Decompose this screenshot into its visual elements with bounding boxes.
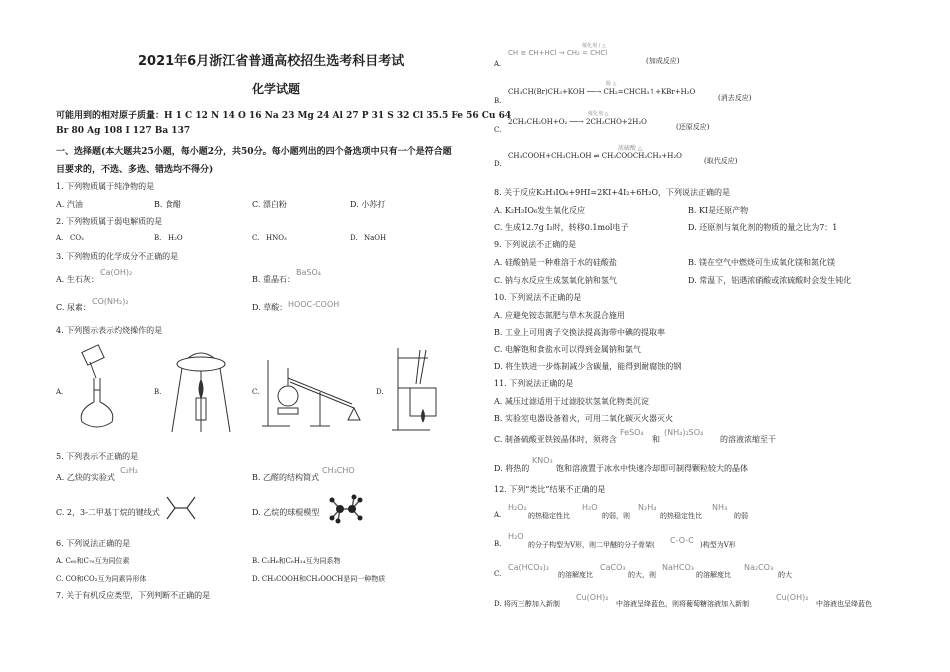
q12-option-a-text4: 的弱 [734, 512, 748, 520]
q7-option-b-condition: 醇 △ [606, 81, 617, 87]
q4-option-b-label: B. [154, 388, 162, 396]
q10-option-b: B. 工业上可用离子交换法提高海带中碘的提取率 [494, 328, 665, 337]
q7-option-d-equation: CH₃COOH+CH₃CH₂OH ⇌ CH₃COOCH₂CH₃+H₂O [508, 152, 682, 160]
q4-option-c-label: C. [252, 388, 260, 396]
q12-option-c-formula1: Ca(HCO₃)₂ [508, 563, 550, 572]
q5-option-d: D. 乙烷的球棍模型 [252, 508, 320, 517]
q7-option-d-condition: 浓硫酸 △ [618, 145, 643, 152]
q12-option-b-text2: )构型为V形 [700, 541, 736, 549]
q12-option-a-formula2: H₂O [582, 503, 598, 512]
q1-option-d: D. 小苏打 [350, 200, 386, 209]
q12-option-c-text3: 的溶解度比 [696, 571, 731, 579]
q2-option-c-label: C. [252, 234, 260, 242]
q11-option-d-part1: D. 将热的 [494, 464, 530, 473]
q7-option-b-label: B. [494, 97, 502, 105]
q11-option-c-part3: 的溶液浓缩至干 [720, 435, 776, 444]
q3-option-b-label: B. 重晶石： [252, 275, 295, 284]
q7-option-a-label: A. [494, 60, 502, 68]
q10-option-a: A. 应避免铵态氮肥与草木灰混合施用 [494, 311, 625, 320]
q3-option-b-formula: BaSO₄ [296, 268, 321, 277]
q2-option-c-formula: HNO₃ [266, 234, 287, 242]
q7-option-c-type: (还原反应) [676, 123, 710, 131]
q12-option-b-formula1: H₂O [508, 532, 524, 541]
q8-option-a: A. K₂H₃IO₆发生氧化反应 [494, 206, 586, 215]
q12-option-c-formula3: NaHCO₃ [662, 563, 694, 572]
crucible-tripod-figure [168, 344, 234, 434]
q2-option-d-formula: NaOH [364, 234, 387, 242]
q5-option-c: C. 2，3-二甲基丁烷的键线式 [56, 508, 160, 517]
q11-option-c-part2: 和 [652, 435, 660, 444]
atomic-mass-line-1: 可能用到的相对原子质量：H 1 C 12 N 14 O 16 Na 23 Mg 24 Al 27 P 31 S 32 Cl 35.5 Fe 56 Cu 64 [56, 111, 512, 121]
q12-option-a-formula1: H₂O₂ [508, 503, 527, 512]
q12-option-c-text1: 的溶解度比 [558, 571, 593, 579]
q12-option-a-label: A. [494, 511, 502, 519]
q11-option-d-formula: KNO₃ [532, 456, 553, 465]
section1-instructions-2: 目要求的，不选、多选、错选均不得分) [56, 165, 214, 175]
q11-option-b: B. 实验室电器设备着火，可用二氧化碳灭火器灭火 [494, 414, 673, 423]
q5-option-a-formula: C₂H₂ [120, 466, 139, 475]
q11-option-c-formula1: FeSO₄ [620, 428, 644, 437]
q10-option-d: D. 将生铁进一步炼制减少含碳量，能得到耐腐蚀的钢 [494, 362, 682, 371]
q3-stem: 3. 下列物质的化学成分不正确的是 [56, 252, 179, 261]
q6-option-a: A. C₆₀和C₇₀互为同位素 [56, 557, 130, 565]
q6-option-c: C. CO和CO₂互为同素异形体 [56, 575, 147, 583]
q9-option-a: A. 硅酸钠是一种难溶于水的硅酸盐 [494, 258, 617, 267]
q7-option-c-condition: 催化剂 △ [588, 111, 609, 117]
q6-stem: 6. 下列说法正确的是 [56, 539, 131, 548]
q7-option-c-equation: 2CH₃CH₂OH+O₂ ──→ 2CH₃CHO+2H₂O [508, 118, 647, 126]
q1-option-b: B. 食醋 [154, 200, 181, 209]
q12-option-c-label: C. [494, 570, 502, 578]
q7-option-a-equation: CH ≡ CH+HCl → CH₂ = CHCl [508, 49, 608, 57]
q2-option-b-label: B. [154, 234, 162, 242]
q12-option-c-formula4: Na₂CO₃ [744, 563, 774, 572]
distillation-apparatus-figure [260, 350, 370, 430]
volumetric-flask-figure [68, 344, 128, 430]
q9-option-d: D. 常温下，铝遇浓硝酸或浓硫酸时会发生钝化 [688, 276, 852, 285]
q11-stem: 11. 下列说法正确的是 [494, 379, 574, 388]
q2-option-a-label: A. [56, 234, 64, 242]
q8-option-d: D. 还原剂与氧化剂的物质的量之比为7：1 [688, 223, 838, 232]
q2-option-d-label: D. [350, 234, 358, 242]
q5-option-b: B. 乙醛的结构简式 [252, 473, 319, 482]
q12-option-b-label: B. [494, 540, 502, 548]
q12-option-c-text2: 的大，则 [628, 571, 656, 579]
q12-option-b-text1: 的分子构型为V形，则二甲醚的分子骨架( [528, 541, 655, 549]
q4-stem: 4. 下列图示表示灼烧操作的是 [56, 326, 163, 335]
q12-stem: 12. 下列“类比”结果不正确的是 [494, 485, 606, 494]
q10-stem: 10. 下列说法不正确的是 [494, 293, 582, 302]
q7-option-b-equation: CH₃CH(Br)CH₃+KOH ──→ CH₂=CHCH₃↑+KBr+H₂O [508, 88, 696, 96]
q12-option-d-text2: 中溶液呈绛蓝色，则将葡萄糖溶液加入新制 [616, 600, 749, 608]
q3-option-c-label: C. 尿素： [56, 303, 91, 312]
q5-stem: 5. 下列表示不正确的是 [56, 452, 139, 461]
q3-option-c-formula: CO(NH₂)₂ [92, 297, 129, 306]
q10-option-c: C. 电解饱和食盐水可以得到金属钠和氯气 [494, 345, 641, 354]
q5-option-b-formula: CH₃CHO [322, 466, 355, 475]
q3-option-a-label: A. 生石灰： [56, 275, 99, 284]
skeletal-formula-figure [164, 494, 198, 522]
q1-stem: 1. 下列物质属于纯净物的是 [56, 182, 155, 191]
q1-option-a: A. 汽油 [56, 200, 83, 209]
q12-option-d-formula2: Cu(OH)₂ [776, 593, 809, 602]
ball-and-stick-model-figure [326, 494, 366, 524]
q12-option-a-formula4: NH₃ [712, 503, 728, 512]
q12-option-a-text3: 的热稳定性比 [660, 512, 702, 520]
q4-option-d-label: D. [376, 388, 384, 396]
q12-option-c-text4: 的大 [778, 571, 792, 579]
q3-option-a-formula: Ca(OH)₂ [100, 268, 133, 277]
q2-stem: 2. 下列物质属于弱电解质的是 [56, 217, 163, 226]
q7-option-a-type: (加成反应) [646, 57, 680, 65]
q2-option-b-formula: H₂O [168, 234, 183, 242]
q11-option-c-part1: C. 制备硫酸亚铁铵晶体时，须将含 [494, 435, 617, 444]
section1-instructions-1: 一、选择题(本大题共25小题，每小题2分，共50分。每小题列出的四个备选项中只有一个是符合题 [56, 147, 452, 157]
q5-option-a: A. 乙炔的实验式 [56, 473, 115, 482]
q12-option-b-formula2: C-O-C [670, 536, 694, 545]
q12-option-a-text2: 的弱，则 [602, 512, 630, 520]
q9-option-b: B. 镁在空气中燃烧可生成氧化镁和氮化镁 [688, 258, 835, 267]
q11-option-d-part2: 饱和溶液置于冰水中快速冷却即可制得颗粒较大的晶体 [556, 464, 748, 473]
q7-stem: 7. 关于有机反应类型，下列判断不正确的是 [56, 591, 211, 600]
q12-option-d-text1: D. 将丙三醇加入新制 [494, 600, 560, 608]
q3-option-d-formula: HOOC-COOH [288, 300, 340, 309]
q12-option-c-formula2: CaCO₃ [600, 563, 626, 572]
q12-option-a-text1: 的热稳定性比 [528, 512, 570, 520]
q3-option-d-label: D. 草酸： [252, 303, 288, 312]
q7-option-b-type: (消去反应) [718, 94, 752, 102]
q12-option-a-formula3: N₂H₄ [638, 503, 657, 512]
q11-option-c-formula2: (NH₄)₂SO₄ [664, 428, 704, 437]
q8-option-c: C. 生成12.7g I₂时，转移0.1mol电子 [494, 223, 629, 232]
q8-stem: 8. 关于反应K₂H₃IO₆+9HI=2KI+4I₂+6H₂O，下列说法正确的是 [494, 188, 731, 197]
q7-option-d-label: D. [494, 160, 502, 168]
q12-option-d-formula1: Cu(OH)₂ [576, 593, 609, 602]
q7-option-c-label: C. [494, 126, 502, 134]
q6-option-b: B. C₂H₆和C₆H₁₄互为同系物 [252, 557, 341, 565]
q7-option-a-condition: 催化剂 / △ [582, 43, 606, 49]
evaporation-apparatus-figure [390, 344, 460, 434]
q7-option-d-type: (取代反应) [704, 157, 738, 165]
q4-option-a-label: A. [56, 388, 64, 396]
q9-stem: 9. 下列说法不正确的是 [494, 240, 577, 249]
q8-option-b: B. KI是还原产物 [688, 206, 749, 215]
q6-option-d: D. CH₃COOH和CH₃OOCH是同一种物质 [252, 575, 386, 583]
q11-option-a: A. 减压过滤适用于过滤胶状氢氧化物类沉淀 [494, 397, 649, 406]
exam-title: 2021年6月浙江省普通高校招生选考科目考试 [138, 54, 405, 69]
q12-option-d-text3: 中溶液也呈绛蓝色 [816, 600, 872, 608]
subject-title: 化学试题 [252, 82, 301, 96]
q9-option-c: C. 钠与水反应生成氢氧化钠和氢气 [494, 276, 617, 285]
atomic-mass-line-2: Br 80 Ag 108 I 127 Ba 137 [56, 126, 191, 136]
q2-option-a-formula: CO₂ [70, 234, 84, 242]
q1-option-c: C. 漂白粉 [252, 200, 287, 209]
